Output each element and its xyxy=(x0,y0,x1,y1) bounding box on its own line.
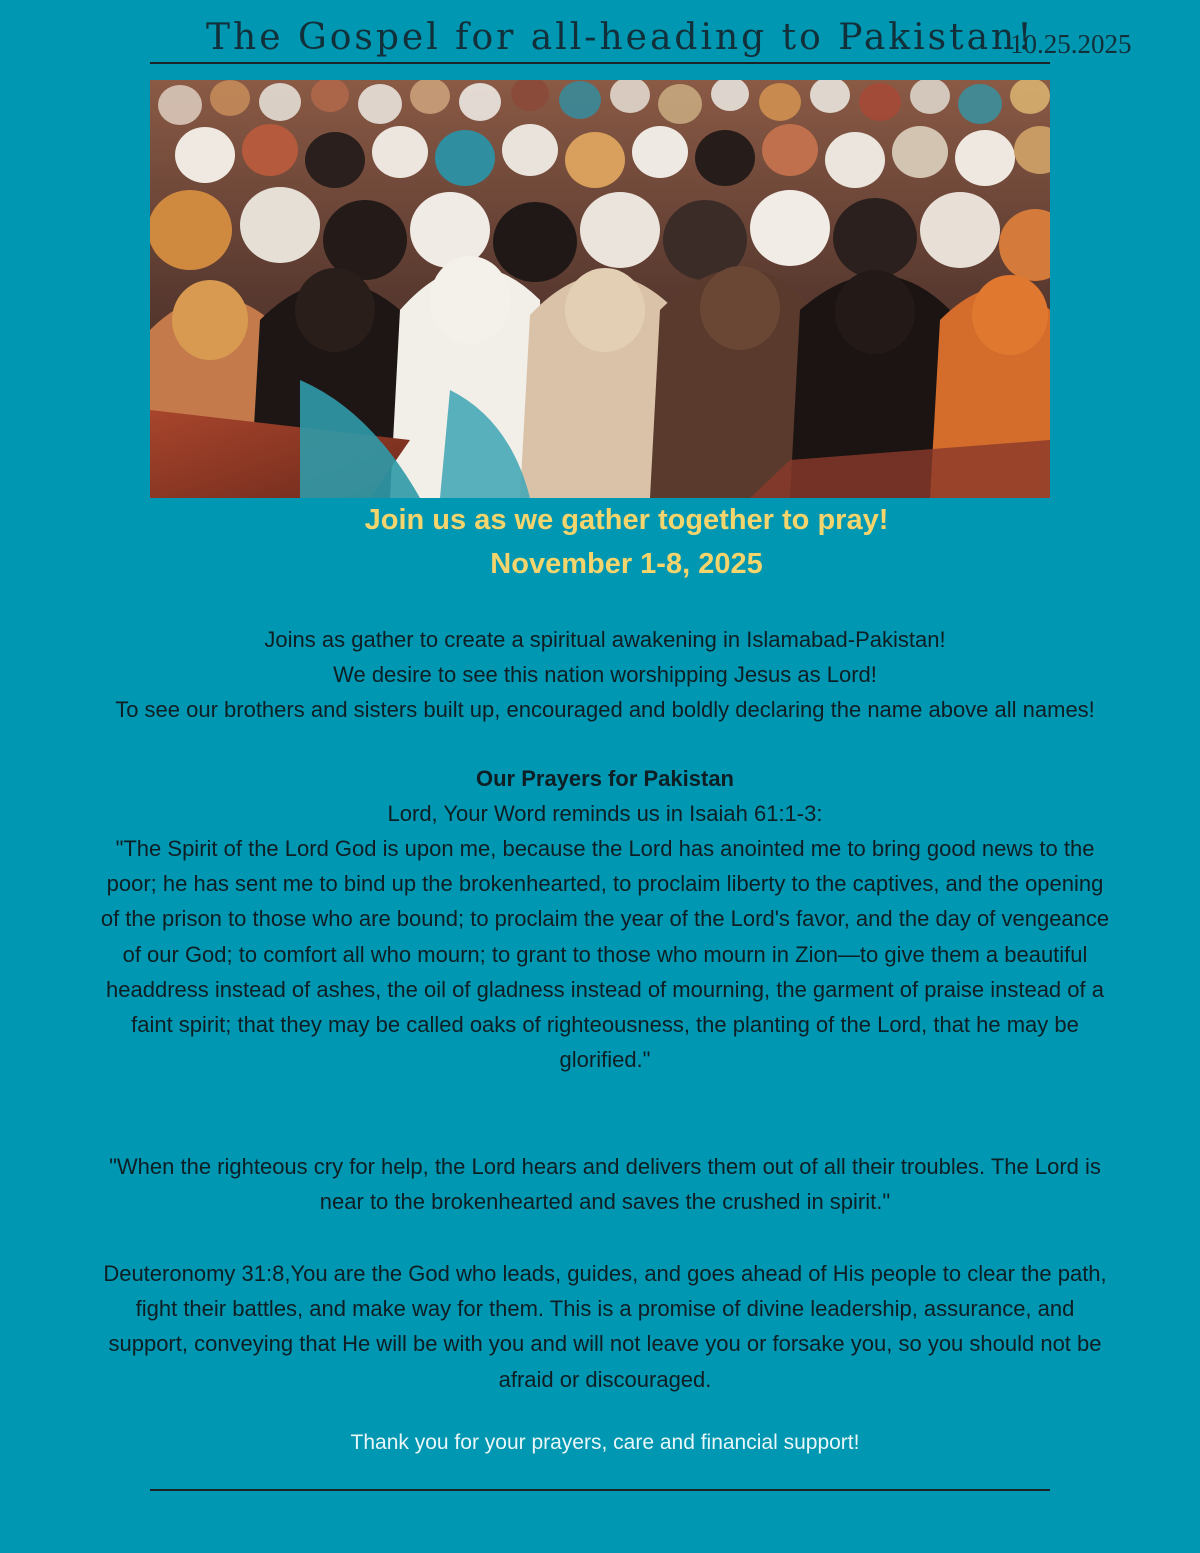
isaiah-quote: "The Spirit of the Lord God is upon me, because the Lord has anointed me to bring good news to the poor; he has sent me to bind up the brokenhearted, to proclaim liberty to the captives, and the opening of the prison to those who are bound; to proclaim the year of the Lord's favor, and the day of vengeance of our God; to comfort all who mourn; to grant to those who mourn in Zion—to give them a beautiful headdress instead of ashes, the oil of gladness instead of mourning, the garment of praise instead of a faint spirit; that they may be called oaks of righteousness, the planting of the Lord, that he may be glorified." xyxy=(100,836,1110,1073)
intro-line: Joins as gather to create a spiritual awakening in Islamabad-Pakistan! xyxy=(264,627,946,652)
photo-women-praying-icon xyxy=(150,80,1050,498)
isaiah-intro: Lord, Your Word reminds us in Isaiah 61:1-3: xyxy=(387,801,823,826)
intro-paragraph xyxy=(90,622,1120,728)
issue-date: 10.25.2025 xyxy=(1010,29,1132,59)
photo-illustration xyxy=(150,80,1050,498)
page-title: The Gospel for all-heading to Pakistan! xyxy=(206,17,1035,58)
headline-invitation: Join us as we gather together to pray! xyxy=(364,504,889,536)
psalm-quote: "When the righteous cry for help, the Lord hears and delivers them out of all their troubles. The Lord is near to the brokenhearted and saves the crushed in spirit." xyxy=(109,1154,1101,1215)
deuteronomy-paragraph: Deuteronomy 31:8,You are the God who leads, guides, and goes ahead of His people to clear the path, fight their battles, and make way for them. This is a promise of divine leadership, assurance, and support, conveying that He will be with you and will not leave you or forsake you, so you should not be afraid or discouraged. xyxy=(103,1261,1107,1392)
thanks-message: Thank you for your prayers, care and financial support! xyxy=(350,1431,860,1454)
intro-line: To see our brothers and sisters built up, encouraged and boldly declaring the name above all names! xyxy=(115,697,1095,723)
headline-dates: November 1-8, 2025 xyxy=(490,548,763,580)
bottom-divider xyxy=(150,1489,1050,1491)
prayers-heading: Our Prayers for Pakistan xyxy=(475,766,734,791)
intro-line: We desire to see this nation worshipping Jesus as Lord! xyxy=(333,662,877,688)
top-divider xyxy=(150,62,1050,64)
